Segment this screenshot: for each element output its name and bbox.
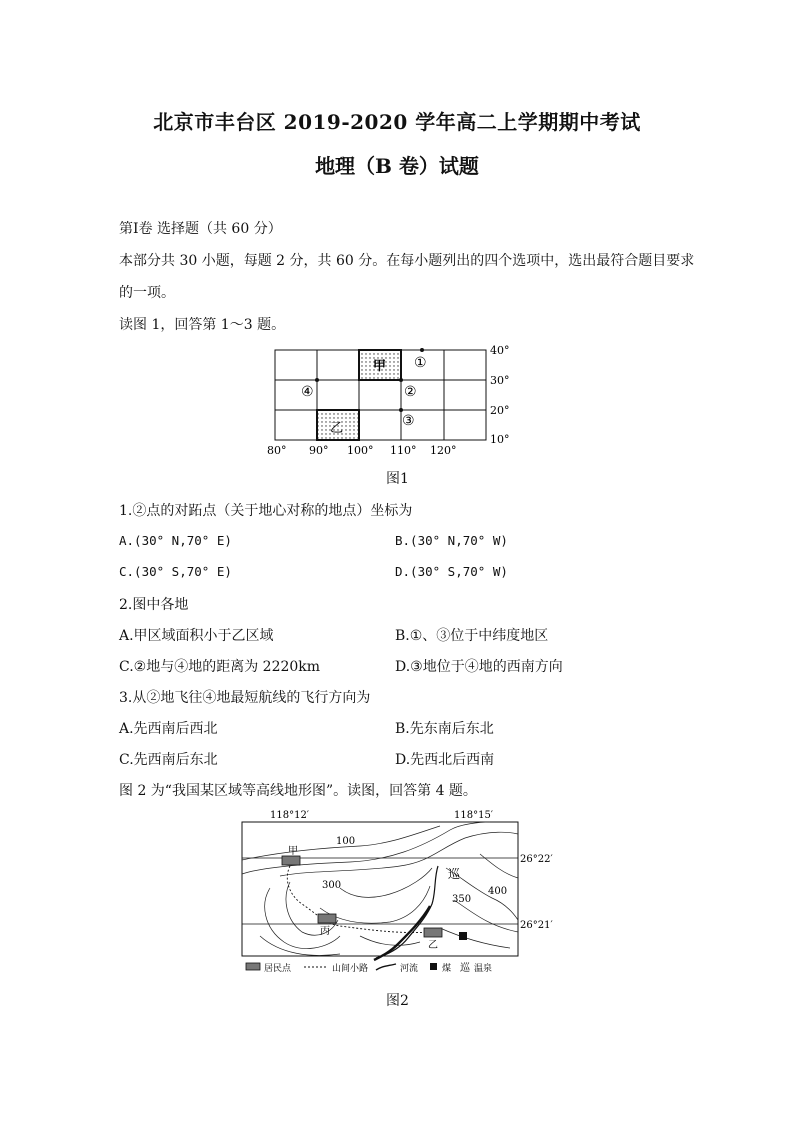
question-2-option-b: B.①、③位于中纬度地区: [395, 628, 549, 644]
point-4-label: ④: [301, 384, 314, 400]
figure1-grid-map: [260, 340, 530, 460]
question-2-stem: 2.图中各地: [119, 597, 189, 613]
legend-river-label: 河流: [400, 964, 419, 974]
lat-label-10: 10°: [490, 433, 510, 446]
settlement-bing: [318, 914, 336, 923]
read-fig1-instruction: 读图 1，回答第 1～3 题。: [119, 317, 286, 333]
hot-spring-icon: 巡: [448, 867, 461, 881]
figure2-caption: 图2: [386, 993, 409, 1009]
point-2-dot: [399, 378, 403, 382]
section-heading: 第Ⅰ卷 选择题（共 60 分）: [119, 221, 282, 237]
contour-label-400: 400: [488, 886, 508, 897]
lon-label-100: 100°: [347, 444, 374, 457]
legend-spring-label: 温泉: [474, 964, 493, 974]
lat-label-26-21: 26°21′: [520, 920, 553, 931]
lon-label-118-12: 118°12′: [270, 810, 310, 821]
question-1-stem: 1.②点的对跖点（关于地心对称的地点）坐标为: [119, 503, 413, 519]
figure1-caption: 图1: [386, 471, 409, 487]
place-label-yi: 乙: [428, 940, 438, 951]
question-1-option-b: B.(30° N,70° W): [395, 533, 508, 548]
point-1-dot: [420, 348, 424, 352]
question-3-option-c: C.先西南后东北: [119, 752, 218, 768]
lon-label-118-15: 118°15′: [454, 810, 494, 821]
point-4-dot: [315, 378, 319, 382]
legend-coal-label: 煤: [442, 964, 452, 974]
question-1-option-a: A.(30° N,70° E): [119, 533, 232, 548]
question-2-option-a: A.甲区域面积小于乙区域: [119, 628, 274, 644]
lat-label-20: 20°: [490, 404, 510, 417]
contour-label-300: 300: [322, 880, 342, 891]
question-3-stem: 3.从②地飞往④地最短航线的飞行方向为: [119, 690, 371, 706]
legend-settlement-label: 居民点: [264, 964, 292, 974]
lon-label-120: 120°: [430, 444, 457, 457]
question-2-option-d: D.③地位于④地的西南方向: [395, 659, 563, 675]
exam-subtitle: 地理（B 卷）试题: [315, 154, 479, 178]
legend-trail-label: 山间小路: [332, 964, 369, 974]
figure2-intro: 图 2 为“我国某区域等高线地形图”。读图，回答第 4 题。: [119, 783, 477, 799]
lon-label-90: 90°: [309, 444, 329, 457]
region-yi-label: 乙: [330, 421, 344, 436]
question-3-option-a: A.先西南后西北: [119, 721, 218, 737]
settlement-jia: [282, 856, 300, 865]
lon-label-110: 110°: [390, 444, 417, 457]
point-3-label: ③: [402, 413, 415, 429]
contour-label-100: 100: [336, 836, 356, 847]
point-2-label: ②: [404, 384, 417, 400]
river-thick-line: [374, 906, 430, 960]
coal-marker: [459, 932, 467, 940]
figure2-legend: [246, 962, 492, 974]
point-1-label: ①: [414, 355, 427, 371]
question-3-option-b: B.先东南后东北: [395, 721, 494, 737]
question-1-option-d: D.(30° S,70° W): [395, 564, 508, 579]
lat-label-30: 30°: [490, 374, 510, 387]
lon-label-80: 80°: [267, 444, 287, 457]
exam-title: 北京市丰台区 2019-2020 学年高二上学期期中考试: [153, 110, 641, 134]
question-3-option-d: D.先西北后西南: [395, 752, 495, 768]
legend-spring-icon: 巡: [460, 963, 470, 974]
settlement-yi: [424, 928, 442, 937]
figure2-contour-map: [240, 808, 560, 978]
place-label-bing: 丙: [320, 926, 330, 937]
section-intro-line2: 的一项。: [119, 285, 175, 301]
question-1-option-c: C.(30° S,70° E): [119, 564, 232, 579]
contour-label-350: 350: [452, 894, 472, 905]
section-intro-line1: 本部分共 30 小题，每题 2 分，共 60 分。在每小题列出的四个选项中，选出最符合题目要求: [119, 253, 695, 269]
region-jia-label: 甲: [373, 359, 387, 374]
place-label-jia: 甲: [288, 846, 298, 857]
lat-label-26-22: 26°22′: [520, 854, 553, 865]
question-2-option-c: C.②地与④地的距离为 2220km: [119, 659, 321, 675]
point-3-dot: [399, 408, 403, 412]
lat-label-40: 40°: [490, 344, 510, 357]
